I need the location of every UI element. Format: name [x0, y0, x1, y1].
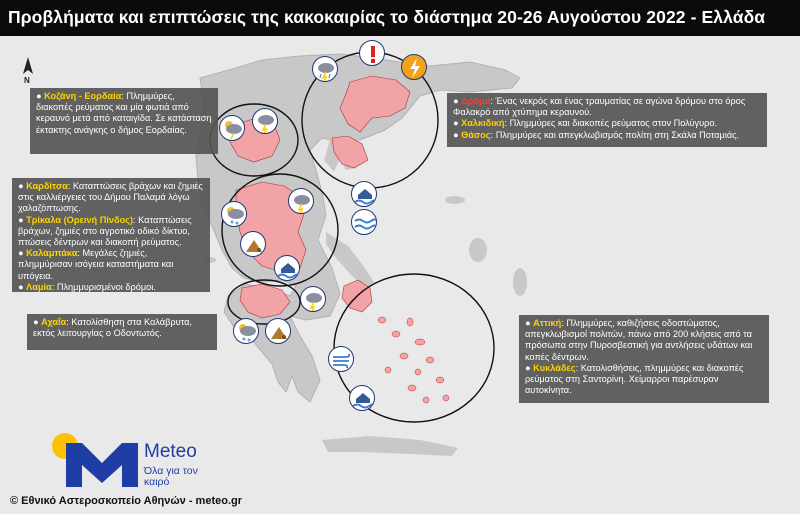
crete-land	[322, 436, 458, 456]
impact-text: Πλημμυρισμένοι δρόμοι.	[56, 281, 156, 292]
impact-text: Πλημμύρες, διακοπές ρεύματος και μία φωτιά από κεραυνό μετά από καταιγίδα. Σε κατάσταση έκτακτης ανάγκης ο δήμος Εορδαίας.	[36, 91, 212, 135]
flood-icon	[274, 255, 300, 281]
logo-name: Meteo	[144, 441, 197, 462]
hail-icon	[233, 318, 259, 344]
page-title: Προβλήματα και επιπτώσεις της κακοκαιρίας το διάστημα 20-26 Αυγούστου 2022 - Ελλάδα	[8, 7, 766, 27]
copyright-footer: © Εθνικό Αστεροσκοπείο Αθηνών - meteo.gr	[10, 495, 243, 507]
region-label: Καλαμπάκα	[26, 248, 78, 259]
impact-text: Μεγάλες ζημιές, πλημμύρισαν ισόγεια καταστήματα και υπόγεια.	[18, 248, 174, 281]
landslide-icon	[265, 318, 291, 344]
storm-icon	[300, 286, 326, 312]
storm-icon	[288, 188, 314, 214]
flood-icon	[351, 209, 377, 235]
impact-text: Πλημμύρες και απεγκλωβισμός πολίτη στη Σκάλα Ποταμιάς.	[495, 129, 740, 140]
wind-icon	[328, 346, 354, 372]
storm-icon	[312, 56, 338, 82]
title-bar	[0, 0, 800, 36]
flood-icon	[349, 385, 375, 411]
alert-icon	[359, 40, 385, 66]
impact-text: Ένας νεκρός και ένας τραυματίας σε αγώνα δρόμου στο όρος Φαλακρό από χτύπημα κεραυνού.	[453, 96, 746, 118]
north-label: N	[24, 76, 30, 85]
info-box-thessaly: ● Καρδίτσα: Καταπτώσεις βράχων και ζημιές στις καλλιέργειες του Δήμου Παλαμά λόγω χαλαζόπτωσης. ● Τρίκαλα (Ορεινή Πίνδος): Καταπτώσεις βράχων, ζημιές στο αγροτικό οδικό δίκτυο, πτώσεις δέντρων και διακοπή ρεύματος. ● Καλαμπάκα: Μεγάλες ζημιές, πλημμύρισαν ισόγεια καταστήματα και υπόγεια. ● Λαμία: Πλημμυρισμένοι δρόμοι.	[12, 178, 210, 292]
impact-text: Καταπτώσεις βράχων και ζημιές στις καλλιέργειες του Δήμου Παλαμά λόγω χαλαζόπτωσης.	[18, 181, 203, 214]
region-label: Αττική	[533, 318, 562, 328]
north-arrow-icon	[18, 56, 38, 78]
impact-text: Πλημμύρες, καθιζήσεις οδοστώματος, απεγκλωβισμοί πολιτών, πάνω από 200 κλήσεις από τα πρόσωπα στην Πυροσβεστική για αντλήσεις υδάτων και κοπές δέντρων.	[525, 318, 753, 362]
lightning-icon	[401, 54, 427, 80]
logo-tagline: Όλα για τον καιρό	[144, 465, 198, 488]
landslide-icon	[240, 231, 266, 257]
impact-text: Καταπτώσεις βράχων, ζημιές στο αγροτικό οδικό δίκτυο, πτώσεις δέντρων και διακοπή ρεύματος.	[18, 214, 192, 248]
storm-icon	[219, 115, 245, 141]
region-label: Θάσος	[461, 129, 491, 140]
info-box-attiki: ● Αττική: Πλημμύρες, καθιζήσεις οδοστώματος, απεγκλωβισμοί πολιτών, πάνω από 200 κλήσεις από τα πρόσωπα στην Πυροσβεστική για αντλήσεις υδάτων και κοπές δέντρων. ● Κυκλάδες: Κατολισθήσεις, πλημμύρες και διακοπές ρεύματος στη Σαντορίνη. Χείμαρροι παρέσυραν αυτοκίνητα.	[519, 315, 769, 403]
impact-text: Κατολίσθηση στα Καλάβρυτα, εκτός λειτουργίας ο Οδοντωτός.	[33, 317, 192, 339]
region-label: Χαλκιδική	[461, 118, 505, 129]
flood-icon	[351, 181, 377, 207]
meteo-logo	[52, 433, 222, 493]
region-label: Τρίκαλα (Ορεινή Πίνδος)	[26, 214, 134, 225]
info-box-achaia: ● Αχαΐα: Κατολίσθηση στα Καλάβρυτα, εκτός λειτουργίας ο Οδοντωτός.	[27, 314, 217, 350]
affected-area-cyclades	[378, 317, 449, 403]
region-label: Αχαΐα	[41, 317, 67, 327]
region-label: Δράμα	[461, 96, 491, 106]
region-label: Καρδίτσα	[26, 181, 68, 191]
region-label: Κυκλάδες	[533, 362, 576, 373]
logo-m-icon	[66, 443, 138, 487]
impact-text: Πλημμύρες και διακοπές ρεύματος στον Πολύγυρο.	[509, 118, 718, 129]
region-label: Λαμία	[26, 281, 52, 292]
storm-icon	[252, 108, 278, 134]
region-label: Κοζάνη - Εορδαία	[44, 91, 122, 101]
info-box-kozani: ● Κοζάνη - Εορδαία: Πλημμύρες, διακοπές ρεύματος και μία φωτιά από κεραυνό μετά από καταιγίδα. Σε κατάσταση έκτακτης ανάγκης ο δήμος Εορδαίας.	[30, 88, 218, 154]
hail-icon	[221, 201, 247, 227]
info-box-north: ● Δράμα: Ένας νεκρός και ένας τραυματίας σε αγώνα δρόμου στο όρος Φαλακρό από χτύπημα κεραυνού. ● Χαλκιδική: Πλημμύρες και διακοπές ρεύματος στον Πολύγυρο. ● Θάσος: Πλημμύρες και απεγκλωβισμός πολίτη στη Σκάλα Ποταμιάς.	[447, 93, 767, 147]
impact-text: Κατολισθήσεις, πλημμύρες και διακοπές ρεύματος στη Σαντορίνη. Χείμαρροι παρέσυραν αυτοκίνητα.	[525, 362, 744, 396]
